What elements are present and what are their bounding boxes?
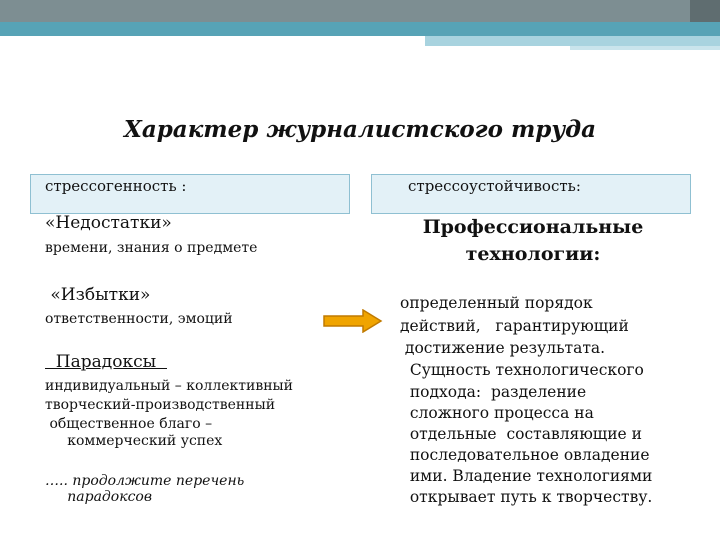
resilience-label: стрессоустойчивость: — [408, 177, 581, 195]
right-arrow-icon — [323, 309, 383, 333]
excess-text: ответственности, эмоций — [45, 311, 233, 327]
teal-band-light — [425, 36, 720, 46]
note-line-1: ….. продолжите перечень — [45, 473, 245, 489]
paradox-line-4: коммерческий успех — [45, 433, 223, 449]
paradox-line-2: творческий-производственный — [45, 397, 276, 413]
shortages-text: времени, знания о предмете — [45, 240, 258, 256]
top-bar — [0, 0, 720, 22]
paradoxes-heading: Парадоксы — [45, 352, 167, 372]
paradox-line-3: общественное благо – — [45, 416, 213, 432]
shortages-heading: «Недостатки» — [45, 213, 172, 233]
page-title: Характер журналистского труда — [123, 116, 597, 143]
right-body-line-7: отдельные составляющие и — [400, 425, 642, 443]
resilience-label-box — [371, 174, 691, 214]
teal-band-thin — [570, 46, 720, 50]
right-body-line-5: подхода: разделение — [400, 383, 587, 401]
right-body-line-8: последовательное овладение — [400, 446, 650, 464]
top-bar-accent — [690, 0, 720, 22]
stress-label: стрессогенность : — [45, 177, 187, 195]
right-body-line-6: сложного процесса на — [400, 404, 594, 422]
teal-band — [0, 22, 720, 36]
note-line-2: парадоксов — [45, 489, 153, 505]
prof-tech-heading-line-1: Профессиональные — [422, 216, 644, 238]
right-body-line-4: Сущность технологического — [400, 361, 644, 379]
right-body-line-3: достижение результата. — [400, 339, 606, 357]
right-body-line-10: открывает путь к творчеству. — [400, 488, 653, 506]
right-body-line-2: действий, гарантирующий — [400, 317, 629, 335]
paradox-line-1: индивидуальный – коллективный — [45, 378, 294, 394]
stress-label-box — [30, 174, 350, 214]
right-body-line-1: определенный порядок — [400, 294, 593, 312]
excess-heading: «Избытки» — [45, 285, 151, 305]
right-body-line-9: ими. Владение технологиями — [400, 467, 653, 485]
prof-tech-heading-line-2: технологии: — [465, 243, 601, 265]
